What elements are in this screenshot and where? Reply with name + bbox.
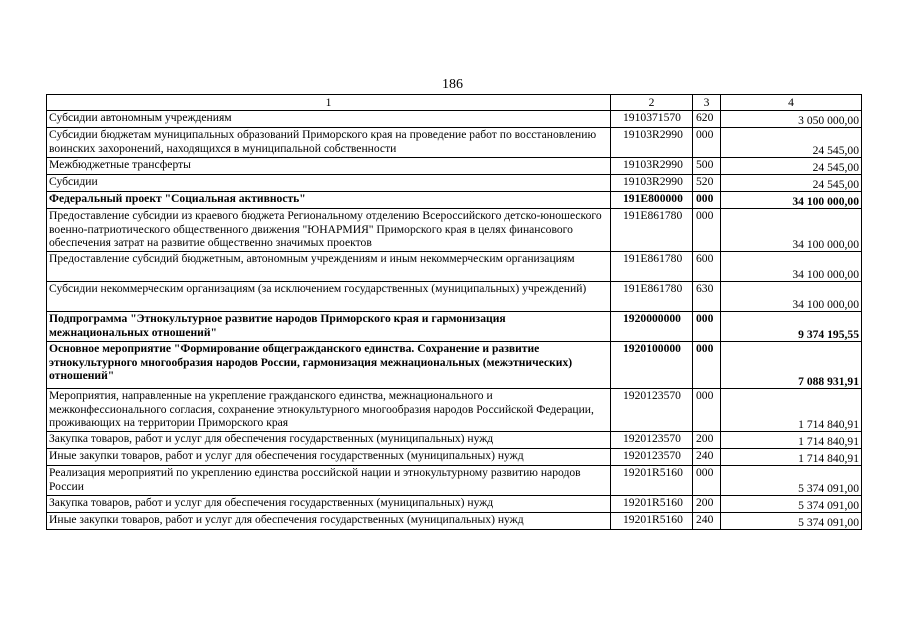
row-type-cell: 240 bbox=[693, 449, 721, 466]
row-code-cell: 1920100000 bbox=[611, 342, 693, 389]
row-type-cell: 000 bbox=[693, 466, 721, 496]
table-row bbox=[47, 496, 862, 513]
table-row bbox=[47, 209, 862, 252]
column-number-amount: 4 bbox=[721, 95, 862, 111]
row-amount-cell: 34 100 000,00 bbox=[721, 252, 862, 282]
table-row bbox=[47, 175, 862, 192]
row-type-cell: 520 bbox=[693, 175, 721, 192]
row-amount-cell: 24 545,00 bbox=[721, 175, 862, 192]
row-code-cell: 1910371570 bbox=[611, 111, 693, 128]
row-code-cell: 1920123570 bbox=[611, 449, 693, 466]
column-number-type: 3 bbox=[693, 95, 721, 111]
row-amount-cell: 34 100 000,00 bbox=[721, 282, 862, 312]
row-type-cell: 620 bbox=[693, 111, 721, 128]
row-type-cell: 000 bbox=[693, 192, 721, 209]
table-row bbox=[47, 466, 862, 496]
table-row bbox=[47, 158, 862, 175]
row-code-cell: 1920123570 bbox=[611, 432, 693, 449]
row-code-cell: 1920123570 bbox=[611, 389, 693, 432]
row-type-cell: 000 bbox=[693, 128, 721, 158]
row-name-cell: Субсидии bbox=[47, 175, 611, 192]
row-amount-cell: 34 100 000,00 bbox=[721, 192, 862, 209]
row-name-cell: Иные закупки товаров, работ и услуг для обеспечения государственных (муниципальных) нужд bbox=[47, 449, 611, 466]
row-amount-cell: 5 374 091,00 bbox=[721, 496, 862, 513]
row-amount-cell: 1 714 840,91 bbox=[721, 432, 862, 449]
row-type-cell: 600 bbox=[693, 252, 721, 282]
table-row bbox=[47, 282, 862, 312]
row-name-cell: Предоставление субсидии из краевого бюджета Региональному отделению Всероссийского детско-юношеского военно-патриотического общественного движения "ЮНАРМИЯ" Приморского края в целях финансового обеспечения затрат на развитие общественно значимых проектов bbox=[47, 209, 611, 252]
column-number-name: 1 bbox=[47, 95, 611, 111]
row-amount-cell: 9 374 195,55 bbox=[721, 312, 862, 342]
row-code-cell: 19201R5160 bbox=[611, 466, 693, 496]
table-row bbox=[47, 449, 862, 466]
row-type-cell: 500 bbox=[693, 158, 721, 175]
row-amount-cell: 24 545,00 bbox=[721, 158, 862, 175]
table-row bbox=[47, 128, 862, 158]
row-type-cell: 630 bbox=[693, 282, 721, 312]
row-code-cell: 19201R5160 bbox=[611, 496, 693, 513]
row-amount-cell: 24 545,00 bbox=[721, 128, 862, 158]
table-row bbox=[47, 252, 862, 282]
row-name-cell: Предоставление субсидий бюджетным, автономным учреждениям и иным некоммерческим организациям bbox=[47, 252, 611, 282]
row-name-cell: Основное мероприятие "Формирование общегражданского единства. Сохранение и развитие этнокультурного многообразия народов России, гармонизация межнациональных (межэтнических) отношений" bbox=[47, 342, 611, 389]
budget-table-body bbox=[47, 95, 862, 530]
table-row bbox=[47, 192, 862, 209]
row-type-cell: 000 bbox=[693, 312, 721, 342]
row-name-cell: Межбюджетные трансферты bbox=[47, 158, 611, 175]
table-row bbox=[47, 513, 862, 530]
budget-table bbox=[46, 94, 862, 530]
row-amount-cell: 34 100 000,00 bbox=[721, 209, 862, 252]
row-code-cell: 191E861780 bbox=[611, 282, 693, 312]
table-row bbox=[47, 389, 862, 432]
table-row bbox=[47, 111, 862, 128]
row-name-cell: Закупка товаров, работ и услуг для обеспечения государственных (муниципальных) нужд bbox=[47, 432, 611, 449]
row-type-cell: 200 bbox=[693, 432, 721, 449]
row-code-cell: 191E861780 bbox=[611, 209, 693, 252]
row-code-cell: 19201R5160 bbox=[611, 513, 693, 530]
row-name-cell: Мероприятия, направленные на укрепление гражданского единства, межнационального и межконфессионального согласия, сохранение этнокультурного многообразия народов Российской Федерации, проживающих на территории Приморского края bbox=[47, 389, 611, 432]
row-type-cell: 000 bbox=[693, 389, 721, 432]
row-type-cell: 240 bbox=[693, 513, 721, 530]
column-number-code: 2 bbox=[611, 95, 693, 111]
row-amount-cell: 5 374 091,00 bbox=[721, 466, 862, 496]
row-code-cell: 19103R2990 bbox=[611, 158, 693, 175]
row-amount-cell: 1 714 840,91 bbox=[721, 449, 862, 466]
table-row bbox=[47, 342, 862, 389]
row-name-cell: Подпрограмма "Этнокультурное развитие народов Приморского края и гармонизация межнациональных отношений" bbox=[47, 312, 611, 342]
row-name-cell: Федеральный проект "Социальная активность" bbox=[47, 192, 611, 209]
row-amount-cell: 3 050 000,00 bbox=[721, 111, 862, 128]
page-number: 186 bbox=[442, 77, 463, 92]
row-type-cell: 000 bbox=[693, 342, 721, 389]
row-name-cell: Субсидии некоммерческим организациям (за исключением государственных (муниципальных) учреждений) bbox=[47, 282, 611, 312]
row-name-cell: Иные закупки товаров, работ и услуг для обеспечения государственных (муниципальных) нужд bbox=[47, 513, 611, 530]
row-code-cell: 191E800000 bbox=[611, 192, 693, 209]
row-name-cell: Субсидии бюджетам муниципальных образований Приморского края на проведение работ по восстановлению воинских захоронений, находящихся в муниципальной собственности bbox=[47, 128, 611, 158]
column-number-row bbox=[47, 95, 862, 111]
row-amount-cell: 5 374 091,00 bbox=[721, 513, 862, 530]
row-code-cell: 191E861780 bbox=[611, 252, 693, 282]
row-code-cell: 19103R2990 bbox=[611, 175, 693, 192]
row-type-cell: 000 bbox=[693, 209, 721, 252]
row-name-cell: Реализация мероприятий по укреплению единства российской нации и этнокультурному развитию народов России bbox=[47, 466, 611, 496]
row-code-cell: 19103R2990 bbox=[611, 128, 693, 158]
row-code-cell: 1920000000 bbox=[611, 312, 693, 342]
row-name-cell: Закупка товаров, работ и услуг для обеспечения государственных (муниципальных) нужд bbox=[47, 496, 611, 513]
row-amount-cell: 1 714 840,91 bbox=[721, 389, 862, 432]
table-row bbox=[47, 432, 862, 449]
row-type-cell: 200 bbox=[693, 496, 721, 513]
row-name-cell: Субсидии автономным учреждениям bbox=[47, 111, 611, 128]
table-row bbox=[47, 312, 862, 342]
row-amount-cell: 7 088 931,91 bbox=[721, 342, 862, 389]
